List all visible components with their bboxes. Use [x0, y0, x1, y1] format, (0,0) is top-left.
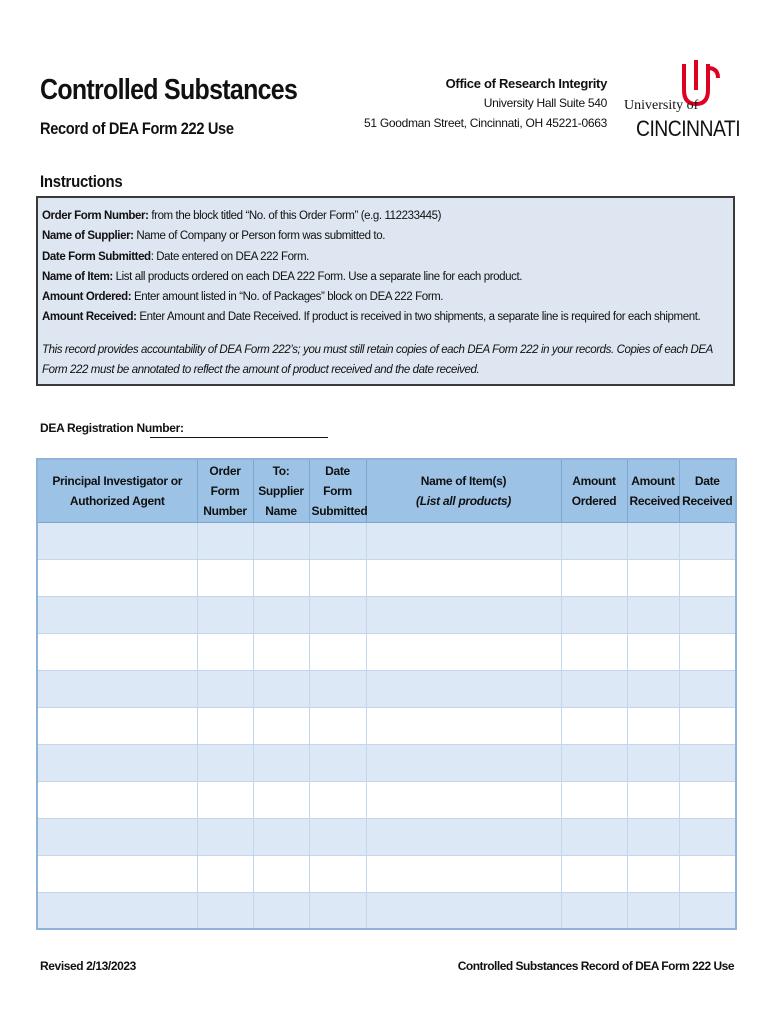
table-cell[interactable] — [253, 744, 309, 781]
table-cell[interactable] — [561, 892, 627, 929]
col-header-principal-investigator: Principal Investigator or Authorized Agent — [37, 459, 197, 522]
logo-text-cincinnati: CINCINNATI — [636, 116, 741, 141]
table-cell[interactable] — [309, 781, 366, 818]
table-cell[interactable] — [679, 707, 736, 744]
instruction-item: Name of Item: List all products ordered on each DEA 222 Form. Use a separate line for each product. — [42, 270, 523, 283]
footer-revised-date: Revised 2/13/2023 — [40, 959, 136, 973]
instruction-item: Order Form Number: from the block titled “No. of this Order Form” (e.g. 112233445) — [42, 210, 442, 222]
office-name: Office of Research Integrity — [445, 76, 607, 91]
table-cell[interactable] — [253, 596, 309, 633]
table-cell[interactable] — [253, 707, 309, 744]
col-header-name-of-items: Name of Item(s) (List all products) — [366, 459, 561, 522]
table-cell[interactable] — [197, 670, 253, 707]
table-cell[interactable] — [309, 522, 366, 559]
table-cell[interactable] — [197, 559, 253, 596]
table-row — [37, 855, 736, 892]
table-cell[interactable] — [366, 596, 561, 633]
instructions-heading: Instructions — [40, 172, 123, 191]
table-cell[interactable] — [679, 670, 736, 707]
table-cell[interactable] — [197, 744, 253, 781]
table-cell[interactable] — [37, 670, 197, 707]
table-cell[interactable] — [37, 892, 197, 929]
table-cell[interactable] — [627, 670, 679, 707]
table-cell[interactable] — [253, 522, 309, 559]
dea-registration-field[interactable] — [150, 437, 328, 438]
table-cell[interactable] — [197, 522, 253, 559]
table-cell[interactable] — [679, 818, 736, 855]
instructions-note: This record provides accountability of DEA Form 222’s; you must still retain copies of each DEA Form 222 in your records. Copies of each DEA Form 222 must be annotated to reflect the amount of product received and the date received. — [42, 343, 713, 376]
table-cell[interactable] — [253, 670, 309, 707]
logo-text-university-of: University of — [624, 98, 699, 113]
table-row — [37, 559, 736, 596]
instruction-item: Date Form Submitted: Date entered on DEA 222 Form. — [42, 250, 309, 263]
col-header-supplier-name: To: Supplier Name — [253, 459, 309, 522]
table-header-row — [37, 459, 736, 522]
table-body — [37, 522, 736, 929]
table-cell[interactable] — [561, 855, 627, 892]
col-header-amount-received: Amount Received — [627, 459, 679, 522]
dea-record-table — [36, 458, 737, 930]
page-title: Controlled Substances — [40, 74, 298, 106]
table-cell[interactable] — [561, 670, 627, 707]
table-row — [37, 707, 736, 744]
instructions-box — [36, 196, 735, 386]
table-cell[interactable] — [627, 892, 679, 929]
table-cell[interactable] — [253, 855, 309, 892]
table-row — [37, 892, 736, 929]
table-cell[interactable] — [37, 781, 197, 818]
dea-registration-label: DEA Registration Number: — [40, 421, 184, 435]
instruction-item: Amount Received: Enter Amount and Date Received. If product is received in two shipments, a separate line is required for each shipment. — [42, 311, 701, 324]
table-cell[interactable] — [366, 781, 561, 818]
table-cell[interactable] — [627, 633, 679, 670]
table-cell[interactable] — [627, 707, 679, 744]
table-cell[interactable] — [679, 892, 736, 929]
table-cell[interactable] — [627, 855, 679, 892]
table-cell[interactable] — [561, 633, 627, 670]
table-cell[interactable] — [366, 522, 561, 559]
table-cell[interactable] — [561, 559, 627, 596]
table-cell[interactable] — [627, 781, 679, 818]
table-cell[interactable] — [366, 559, 561, 596]
table-cell[interactable] — [679, 633, 736, 670]
table-cell[interactable] — [37, 818, 197, 855]
table-cell[interactable] — [197, 596, 253, 633]
table-cell[interactable] — [253, 818, 309, 855]
university-logo — [622, 60, 741, 144]
col-header-amount-ordered: Amount Ordered — [561, 459, 627, 522]
table-cell[interactable] — [253, 892, 309, 929]
table-cell[interactable] — [309, 744, 366, 781]
table-cell[interactable] — [627, 596, 679, 633]
table-cell[interactable] — [561, 707, 627, 744]
col-header-order-form-number: Order Form Number — [197, 459, 253, 522]
table-cell[interactable] — [309, 670, 366, 707]
page-subtitle: Record of DEA Form 222 Use — [40, 119, 234, 138]
col-header-date-form-submitted: Date Form Submitted — [309, 459, 366, 522]
table-row — [37, 522, 736, 559]
table-cell[interactable] — [37, 596, 197, 633]
table-row — [37, 744, 736, 781]
col-header-date-received: Date Received — [679, 459, 736, 522]
table-cell[interactable] — [366, 744, 561, 781]
table-cell[interactable] — [37, 633, 197, 670]
table-cell[interactable] — [679, 596, 736, 633]
table-cell[interactable] — [679, 855, 736, 892]
table-cell[interactable] — [561, 781, 627, 818]
table-cell[interactable] — [561, 818, 627, 855]
table-cell[interactable] — [561, 522, 627, 559]
table-cell[interactable] — [37, 744, 197, 781]
table-cell[interactable] — [679, 522, 736, 559]
table-row — [37, 670, 736, 707]
office-address-line1: University Hall Suite 540 — [483, 96, 607, 110]
table-cell[interactable] — [561, 596, 627, 633]
table-cell[interactable] — [366, 855, 561, 892]
table-cell[interactable] — [309, 707, 366, 744]
table-cell[interactable] — [253, 781, 309, 818]
table-cell[interactable] — [309, 633, 366, 670]
office-address-line2: 51 Goodman Street, Cincinnati, OH 45221-0663 — [364, 116, 607, 130]
table-cell[interactable] — [197, 855, 253, 892]
table-cell[interactable] — [679, 781, 736, 818]
table-cell[interactable] — [366, 670, 561, 707]
table-cell[interactable] — [253, 559, 309, 596]
table-cell[interactable] — [197, 892, 253, 929]
table-cell[interactable] — [37, 522, 197, 559]
table-cell[interactable] — [366, 818, 561, 855]
table-cell[interactable] — [366, 633, 561, 670]
instruction-item: Name of Supplier: Name of Company or Person form was submitted to. — [42, 230, 386, 243]
table-cell[interactable] — [309, 596, 366, 633]
table-cell[interactable] — [679, 744, 736, 781]
table-cell[interactable] — [627, 744, 679, 781]
table-row — [37, 781, 736, 818]
table-row — [37, 596, 736, 633]
footer-document-title: Controlled Substances Record of DEA Form 222 Use — [457, 959, 734, 973]
table-cell[interactable] — [561, 744, 627, 781]
table-cell[interactable] — [309, 559, 366, 596]
table-cell[interactable] — [37, 559, 197, 596]
table-cell[interactable] — [627, 559, 679, 596]
table-cell[interactable] — [197, 818, 253, 855]
table-cell[interactable] — [627, 818, 679, 855]
table-cell[interactable] — [309, 892, 366, 929]
table-cell[interactable] — [197, 707, 253, 744]
table-cell[interactable] — [37, 855, 197, 892]
table-cell[interactable] — [197, 633, 253, 670]
table-cell[interactable] — [309, 855, 366, 892]
table-cell[interactable] — [253, 633, 309, 670]
table-row — [37, 633, 736, 670]
table-cell[interactable] — [627, 522, 679, 559]
table-cell[interactable] — [37, 707, 197, 744]
office-address-block — [364, 76, 607, 130]
table-cell[interactable] — [309, 818, 366, 855]
table-row — [37, 818, 736, 855]
table-cell[interactable] — [366, 892, 561, 929]
instruction-item: Amount Ordered: Enter amount listed in “No. of Packages” block on DEA 222 Form. — [42, 291, 444, 304]
table-cell[interactable] — [197, 781, 253, 818]
table-cell[interactable] — [679, 559, 736, 596]
table-cell[interactable] — [366, 707, 561, 744]
